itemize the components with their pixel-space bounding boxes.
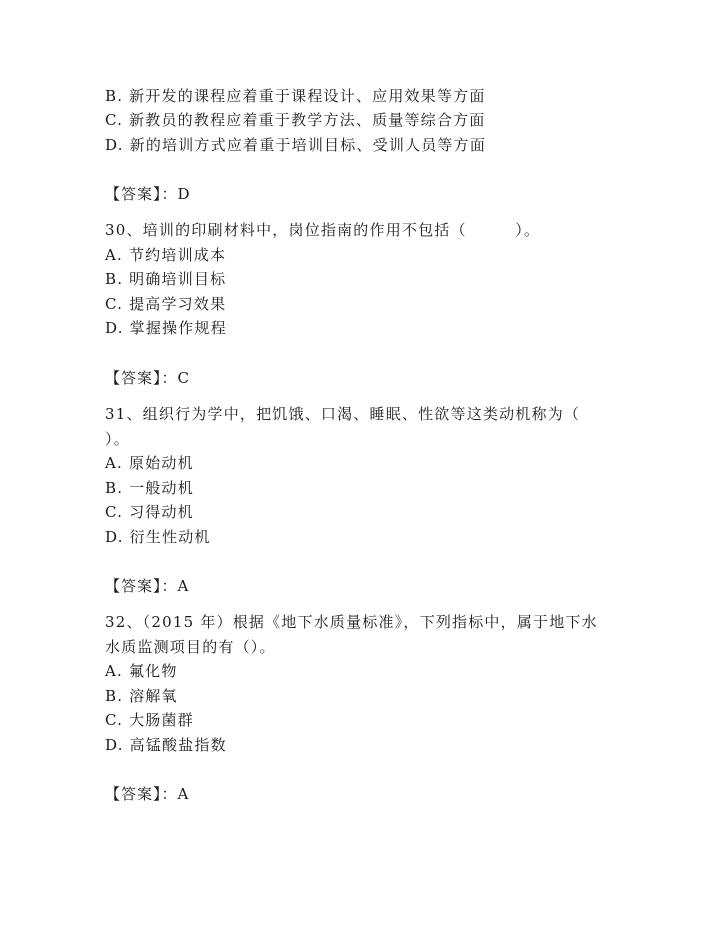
- q29-answer: 【答案】：D: [105, 185, 191, 203]
- q31-stem-line2: ）。: [105, 430, 130, 448]
- q32-option-b: B. 溶解氧: [105, 687, 178, 705]
- q30-stem: 30、培训的印刷材料中，岗位指南的作用不包括（ ）。: [105, 221, 541, 239]
- q31-option-b: B. 一般动机: [105, 479, 194, 497]
- q31-option-a: A. 原始动机: [105, 454, 194, 472]
- q31-answer: 【答案】：A: [105, 577, 190, 595]
- q32-stem-line2: 水质监测项目的有（）。: [105, 638, 276, 656]
- q29-option-d: D. 新的培训方式应着重于培训目标、受训人员等方面: [105, 136, 487, 154]
- q30-option-c: C. 提高学习效果: [105, 295, 227, 313]
- q32-option-a: A. 氟化物: [105, 662, 178, 680]
- q30-option-d: D. 掌握操作规程: [105, 319, 227, 337]
- q32-option-c: C. 大肠菌群: [105, 711, 194, 729]
- q30-answer: 【答案】：C: [105, 369, 190, 387]
- q32-stem-line1: 32、（2015 年）根据《地下水质量标准》，下列指标中，属于地下水: [105, 613, 598, 631]
- q31-option-d: D. 衍生性动机: [105, 528, 211, 546]
- q30-option-a: A. 节约培训成本: [105, 246, 227, 264]
- q29-option-c: C. 新教员的教程应着重于教学方法、质量等综合方面: [105, 111, 486, 129]
- q30-option-b: B. 明确培训目标: [105, 270, 227, 288]
- q31-option-c: C. 习得动机: [105, 503, 194, 521]
- q31-stem-line1: 31、组织行为学中，把饥饿、口渴、睡眠、性欲等这类动机称为（: [105, 405, 581, 423]
- q32-answer: 【答案】：A: [105, 785, 190, 803]
- q29-option-b: B. 新开发的课程应着重于课程设计、应用效果等方面: [105, 87, 486, 105]
- q32-option-d: D. 高锰酸盐指数: [105, 736, 227, 754]
